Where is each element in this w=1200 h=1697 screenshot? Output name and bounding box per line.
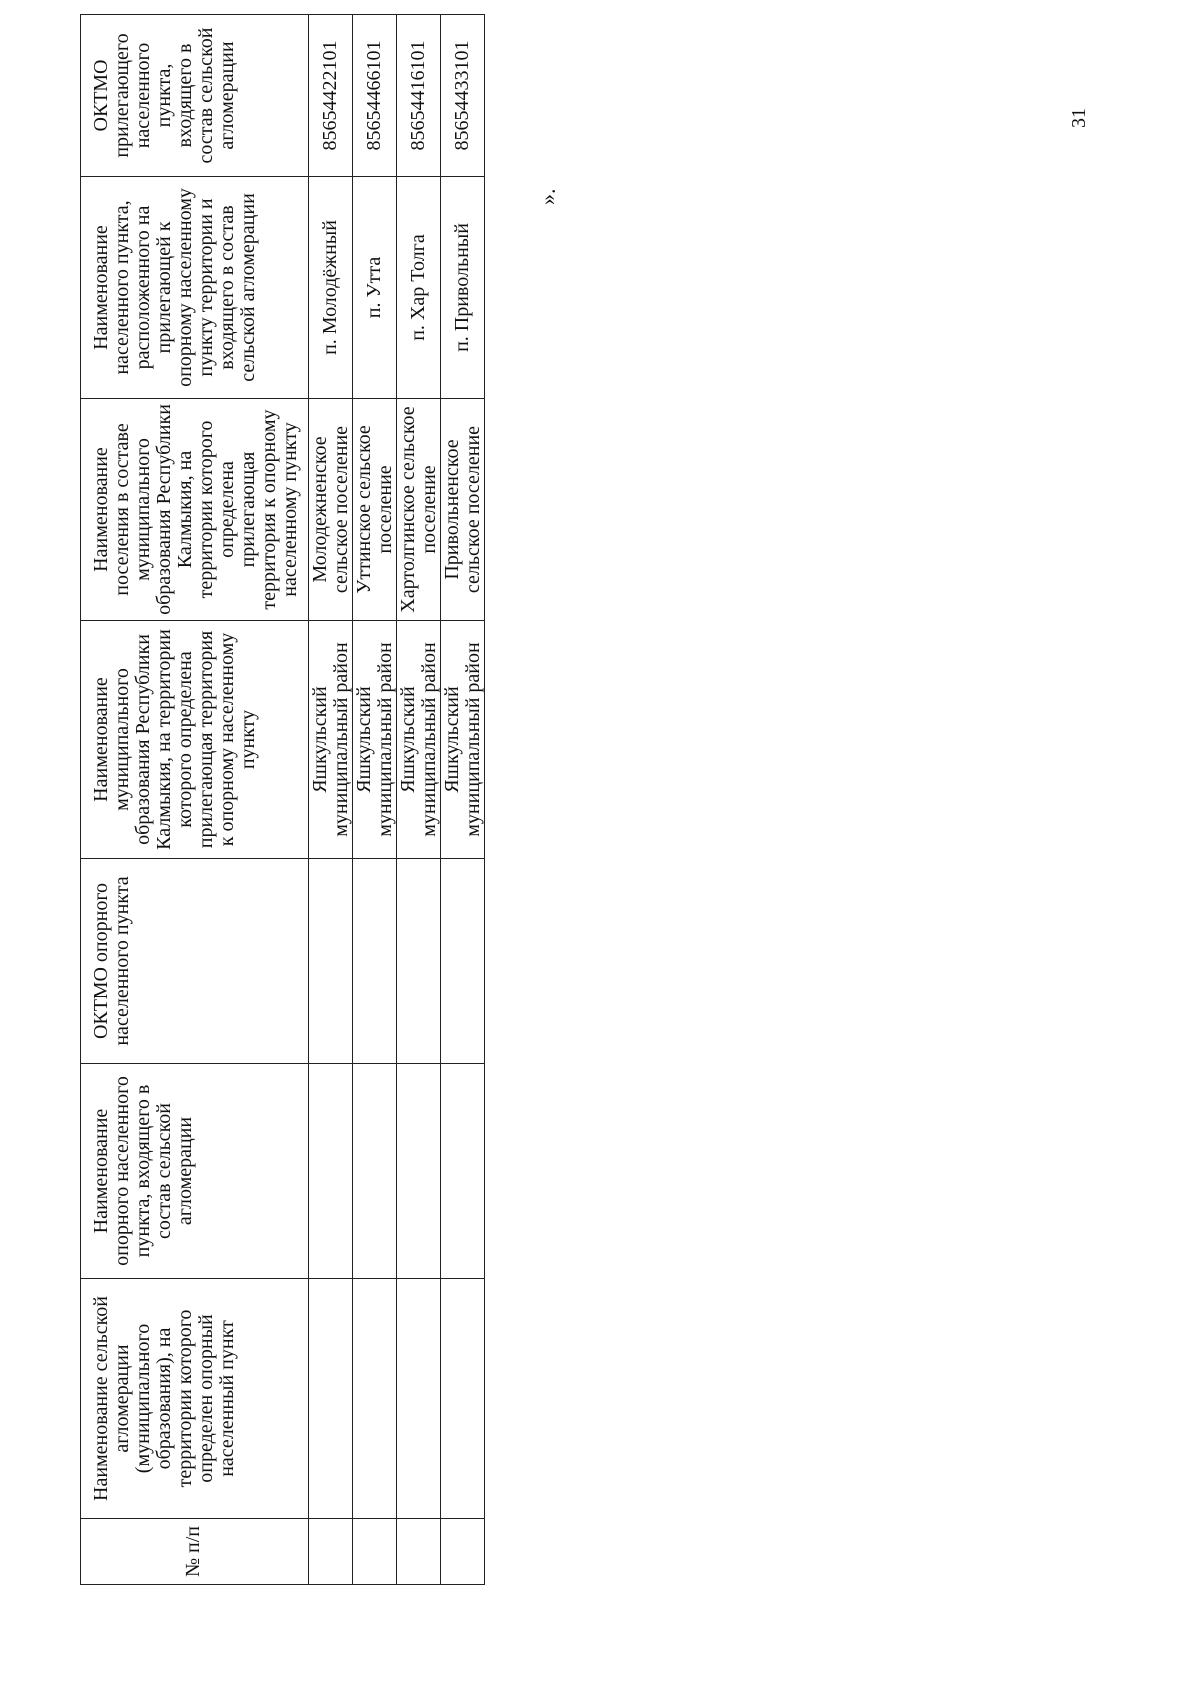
header-agglomeration: Наименование сельской агломерации (муниципального образования), на территории которого определен опорный населенный пункт	[81, 1279, 309, 1519]
cell-number	[353, 1519, 397, 1585]
cell-municipality: Яшкульский муниципальный район	[397, 621, 441, 859]
header-settlement: Наименование поселения в составе муниципального образования Республики Калмыкия, на территории которого определена прилегающая территория к опорному населенному пункту	[81, 399, 309, 621]
cell-adjacent-oktmo: 85654433101	[441, 15, 485, 177]
table-row	[441, 15, 485, 1585]
header-core-oktmo: ОКТМО опорного населенного пункта	[81, 859, 309, 1064]
table-row	[397, 15, 441, 1585]
cell-adjacent-oktmo: 85654416101	[397, 15, 441, 177]
cell-adjacent-oktmo: 85654466101	[353, 15, 397, 177]
header-number: № п/п	[81, 1519, 309, 1585]
cell-adjacent-oktmo: 85654422101	[309, 15, 353, 177]
cell-agglomeration	[353, 1279, 397, 1519]
agglomeration-table	[80, 14, 485, 1585]
table-header-row	[81, 15, 309, 1585]
cell-agglomeration	[441, 1279, 485, 1519]
cell-core-oktmo	[309, 859, 353, 1064]
cell-core-oktmo	[353, 859, 397, 1064]
cell-number	[397, 1519, 441, 1585]
cell-settlement: Молодежненское сельское поселение	[309, 399, 353, 621]
cell-municipality: Яшкульский муниципальный район	[353, 621, 397, 859]
table-row	[353, 15, 397, 1585]
cell-settlement: Хартолгинское сельское поселение	[397, 399, 441, 621]
cell-core-settlement	[441, 1064, 485, 1279]
cell-adjacent-settlement: п. Молодёжный	[309, 177, 353, 399]
cell-settlement: Уттинское сельское поселение	[353, 399, 397, 621]
cell-adjacent-settlement: п. Утта	[353, 177, 397, 399]
closing-quote-mark: ».	[535, 188, 560, 205]
cell-agglomeration	[309, 1279, 353, 1519]
cell-municipality: Яшкульский муниципальный район	[309, 621, 353, 859]
cell-number	[441, 1519, 485, 1585]
cell-agglomeration	[397, 1279, 441, 1519]
page-number: 31	[1068, 108, 1090, 128]
cell-number	[309, 1519, 353, 1585]
landscape-page	[80, 27, 640, 1585]
cell-core-settlement	[309, 1064, 353, 1279]
cell-adjacent-settlement: п. Привольный	[441, 177, 485, 399]
table-row	[309, 15, 353, 1585]
header-adjacent-settlement: Наименование населенного пункта, расположенного на прилегающей к опорному населенному пункту территории и входящего в состав сельской агломерации	[81, 177, 309, 399]
cell-settlement: Привольненское сельское поселение	[441, 399, 485, 621]
cell-core-settlement	[353, 1064, 397, 1279]
cell-municipality: Яшкульский муниципальный район	[441, 621, 485, 859]
cell-core-settlement	[397, 1064, 441, 1279]
header-municipality: Наименование муниципального образования Республики Калмыкия, на территории которого определена прилегающая территория к опорному населенному пункту	[81, 621, 309, 859]
cell-adjacent-settlement: п. Хар Толга	[397, 177, 441, 399]
header-core-settlement: Наименование опорного населенного пункта, входящего в состав сельской агломерации	[81, 1064, 309, 1279]
cell-core-oktmo	[397, 859, 441, 1064]
cell-core-oktmo	[441, 859, 485, 1064]
header-adjacent-oktmo: ОКТМО прилегающего населенного пункта, входящего в состав сельской агломерации	[81, 15, 309, 177]
